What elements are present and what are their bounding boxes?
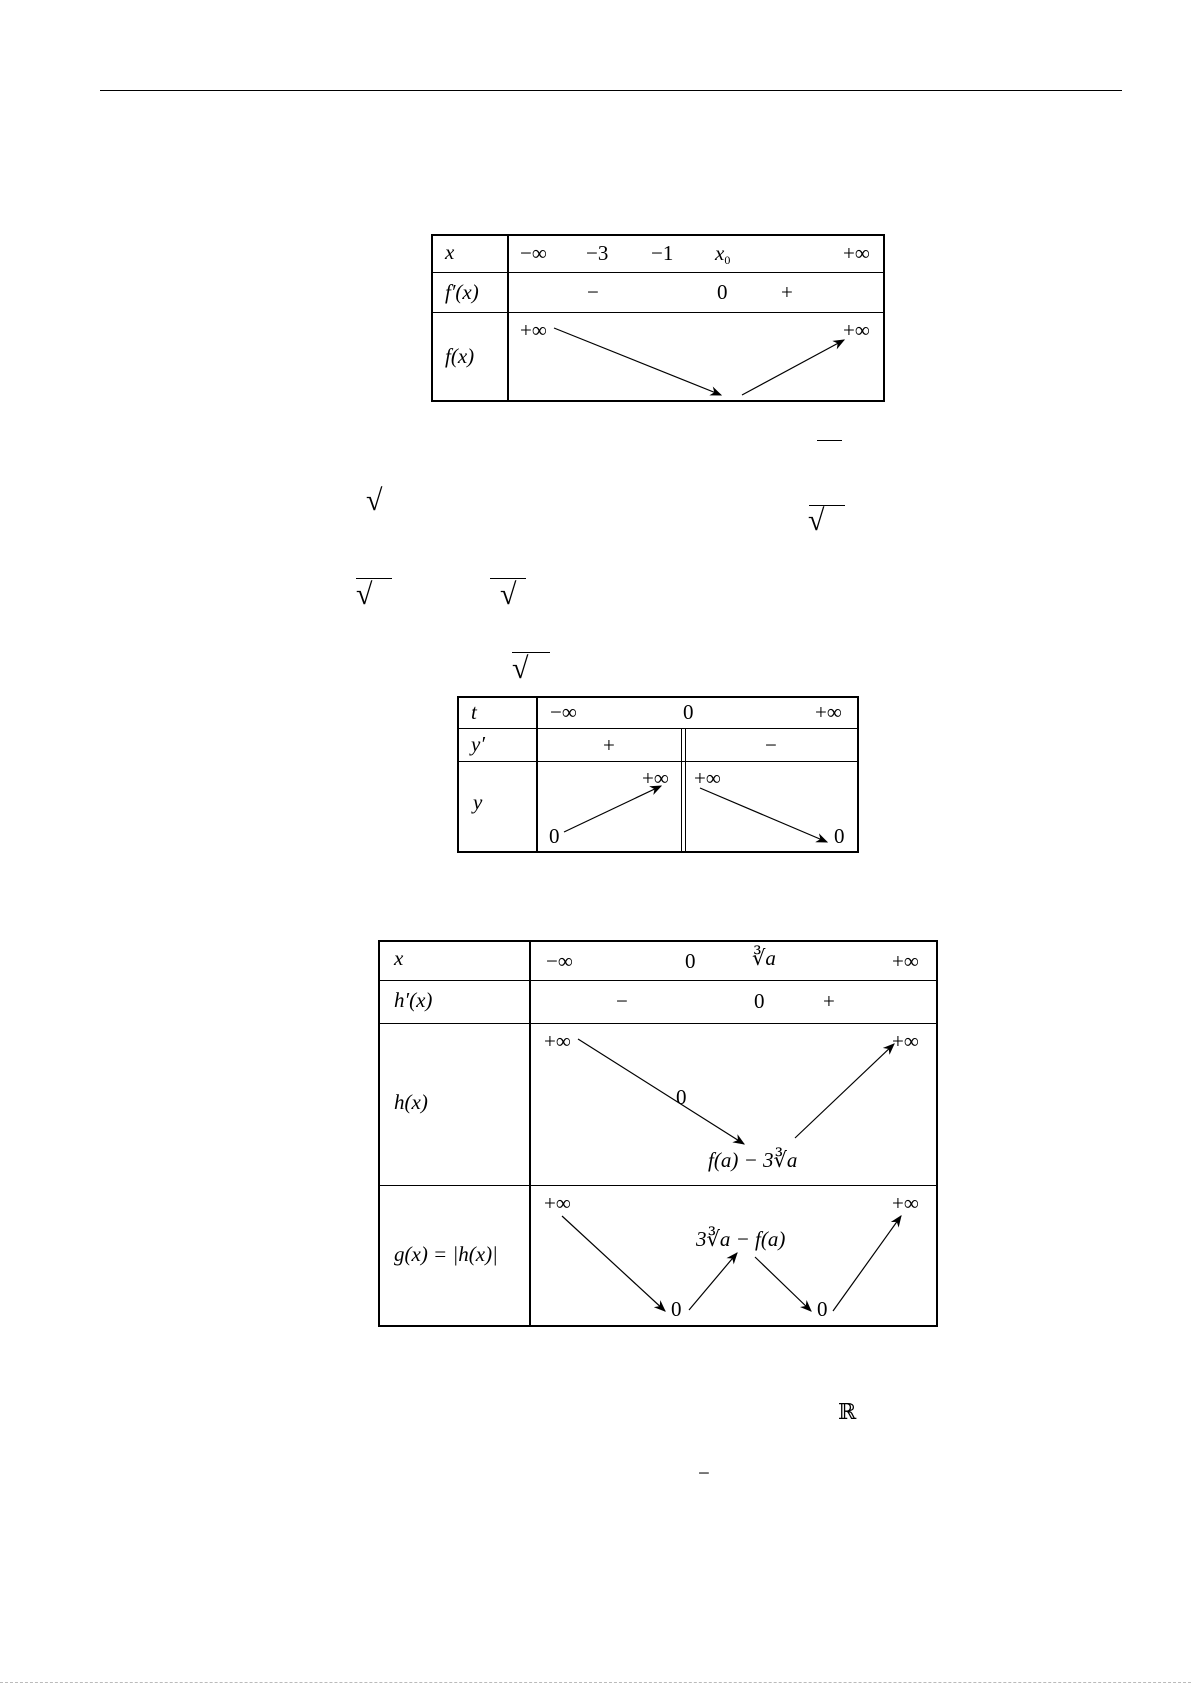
header-rule [100, 90, 1122, 91]
x-value-x0: $x_0$ [715, 241, 731, 267]
h-g-variation-arrows [378, 940, 938, 1327]
y-value-right-inf: +∞ [694, 766, 721, 790]
dash-fragment: − [698, 1461, 710, 1485]
arrow-decreasing [700, 788, 827, 842]
sign-zero: 0 [754, 989, 765, 1013]
h-arrow-increasing [795, 1044, 894, 1138]
y-value-left-zero: 0 [549, 824, 560, 848]
sign-plus: + [781, 280, 793, 304]
sqrt-fragment: √ [808, 504, 825, 537]
row-label-f: f(x) [445, 344, 475, 368]
g-value-zero-right: 0 [817, 1297, 828, 1321]
arrow-decreasing [554, 328, 721, 395]
row-label-hprime: h′(x) [394, 988, 433, 1012]
g-value-left-inf: +∞ [544, 1191, 571, 1215]
f-value-left-inf: +∞ [520, 318, 547, 342]
row-label-g: g(x) = |h(x)| [394, 1242, 498, 1266]
x-value-neg1: −1 [651, 241, 674, 265]
row-label-t: t [471, 700, 477, 724]
h-arrow-decreasing [578, 1039, 744, 1144]
g-value-max: 3∛a − f(a) [696, 1227, 786, 1251]
h-value-left-inf: +∞ [544, 1029, 571, 1053]
variation-table-y [457, 696, 859, 853]
arrow-increasing [564, 786, 661, 832]
x-value-zero: 0 [685, 949, 696, 973]
g-value-right-inf: +∞ [892, 1191, 919, 1215]
row-label-h: h(x) [394, 1090, 428, 1114]
x-value-neg3: −3 [586, 241, 609, 265]
g-value-zero-left: 0 [671, 1297, 682, 1321]
g-arrow-2 [689, 1253, 737, 1310]
row-label-x: x [394, 946, 404, 970]
footer-rule [0, 1682, 1191, 1683]
row-label-fprime: f′(x) [445, 280, 479, 304]
sign-plus: + [603, 733, 615, 757]
row-label-x: x [445, 240, 455, 264]
reals-symbol-fragment: ℝ [838, 1399, 857, 1424]
t-value-pos-inf: +∞ [815, 700, 842, 724]
row-label-y: y [473, 790, 483, 814]
t-value-neg-inf: −∞ [550, 700, 577, 724]
h-value-zero: 0 [676, 1085, 687, 1109]
f-value-right-inf: +∞ [843, 318, 870, 342]
sqrt-fragment: √ [500, 578, 517, 611]
h-value-min: f(a) − 3∛a [708, 1148, 798, 1172]
sqrt-fragment: √ [366, 484, 383, 517]
sign-minus: − [616, 989, 628, 1013]
variation-table-h-g [378, 940, 938, 1327]
overbar-fragment [817, 440, 842, 441]
g-arrow-4 [833, 1216, 901, 1311]
x-value-cbrt-a: ∛a [752, 946, 776, 970]
sign-plus: + [823, 989, 835, 1013]
sqrt-fragment: √ [356, 578, 373, 611]
g-arrow-3 [755, 1257, 811, 1311]
y-variation-arrows [457, 696, 859, 853]
y-value-right-zero: 0 [834, 824, 845, 848]
f-variation-arrows [431, 234, 885, 402]
variation-table-f [431, 234, 885, 402]
sign-zero: 0 [717, 280, 728, 304]
row-label-yprime: y′ [471, 732, 485, 756]
x-value-pos-inf: +∞ [892, 949, 919, 973]
sign-minus: − [587, 280, 599, 304]
x-value-neg-inf: −∞ [546, 949, 573, 973]
x-value-neg-inf: −∞ [520, 241, 547, 265]
x-value-pos-inf: +∞ [843, 241, 870, 265]
g-arrow-1 [562, 1216, 665, 1311]
h-value-right-inf: +∞ [892, 1029, 919, 1053]
y-value-left-inf: +∞ [642, 766, 669, 790]
sqrt-fragment: √ [512, 652, 529, 685]
arrow-increasing [742, 340, 844, 395]
t-value-zero: 0 [683, 700, 694, 724]
sign-minus: − [765, 733, 777, 757]
